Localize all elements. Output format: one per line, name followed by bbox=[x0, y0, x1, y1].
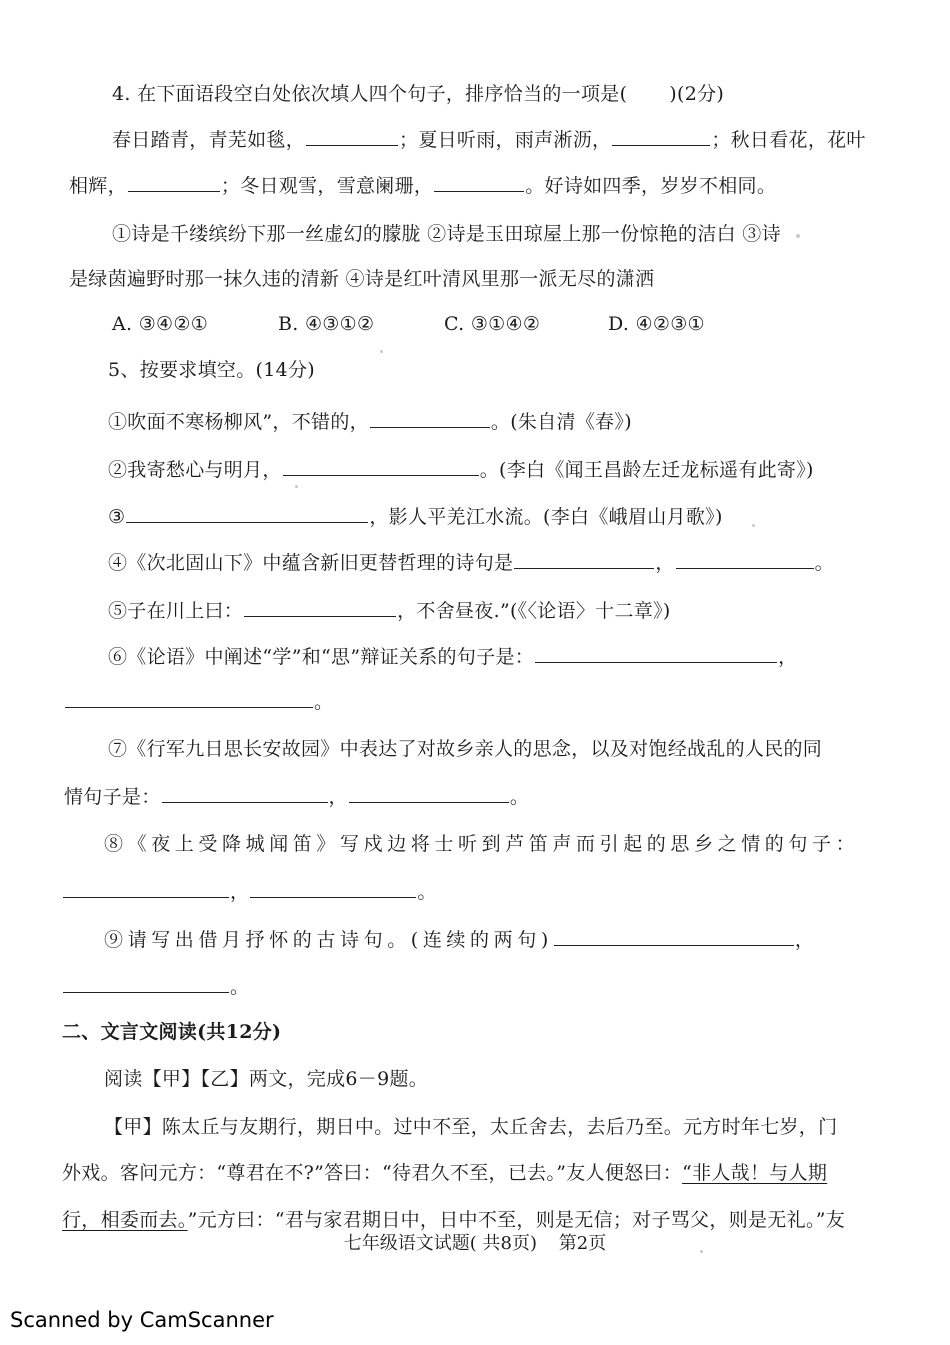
q4-option-c[interactable]: C. ③①④② bbox=[444, 313, 541, 335]
q5-item-6-line1: ⑥《论语》中阐述“学”和“思”辩证关系的句子是： ， bbox=[0, 643, 950, 669]
passage-jia-line3: 行，相委而去。”元方曰：“君与家君期日中，日中不至，则是无信；对子骂父，则是无礼。”友 bbox=[62, 1209, 846, 1231]
q5-item-8-line1: ⑧《夜上受降城闻笛》写戍边将士听到芦笛声而引起的思乡之情的句子： bbox=[104, 833, 860, 855]
q5-blank-5[interactable] bbox=[244, 597, 396, 617]
q5-blank-2[interactable] bbox=[283, 456, 479, 476]
q5-blank-4b[interactable] bbox=[676, 549, 814, 569]
q4-option-d[interactable]: D. ④②③① bbox=[608, 313, 705, 335]
passage-jia-line1: 【甲】陈太丘与友期行，期日中。过中不至，太丘舍去，去后乃至。元方时年七岁，门 bbox=[104, 1116, 838, 1138]
q4-blank-3[interactable] bbox=[128, 172, 220, 192]
scan-speck bbox=[700, 1250, 703, 1253]
q4-sentences-line2: 是绿茵遍野时那一抹久违的清新 ④诗是红叶清风里那一派无尽的潇洒 bbox=[69, 268, 655, 290]
q4-option-a[interactable]: A. ③④②① bbox=[112, 313, 209, 335]
scan-speck bbox=[380, 350, 383, 353]
footer-page-number: 第2页 bbox=[558, 1233, 607, 1254]
q5-item-1: ①吹面不寒杨柳风”，不错的， 。(朱自清《春》) bbox=[0, 408, 950, 434]
passage-jia-line2: 外戏。客问元方：“尊君在不?”答曰：“待君久不至，已去。”友人便怒曰：“非人哉！与人期 bbox=[62, 1162, 828, 1184]
q5-item-7-line1: ⑦《行军九日思长安故园》中表达了对故乡亲人的思念，以及对饱经战乱的人民的同 bbox=[108, 738, 823, 760]
q5-blank-7b[interactable] bbox=[349, 783, 509, 803]
q4-sentences-line1: ①诗是千缕缤纷下那一丝虚幻的朦胧 ②诗是玉田琼屋上那一份惊艳的洁白 ③诗 bbox=[112, 223, 781, 245]
scanner-watermark: Scanned by CamScanner bbox=[10, 1308, 274, 1332]
q4-passage-line2: 相辉， ；冬日观雪，雪意阑珊， 。好诗如四季，岁岁不相同。 bbox=[0, 172, 950, 198]
section2-title: 二、文言文阅读(共12分) bbox=[62, 1021, 282, 1043]
q4-stem: 4. 在下面语段空白处依次填人四个句子，排序恰当的一项是( )(2分) bbox=[112, 83, 725, 105]
q5-item-4: ④《次北固山下》中蕴含新旧更替哲理的诗句是 ， 。 bbox=[0, 549, 950, 575]
q5-blank-1[interactable] bbox=[370, 408, 490, 428]
q5-blank-8a[interactable] bbox=[63, 878, 229, 898]
q4-blank-1[interactable] bbox=[306, 126, 398, 146]
q5-blank-6a[interactable] bbox=[535, 643, 777, 663]
q5-blank-9a[interactable] bbox=[554, 926, 794, 946]
q5-item-7-line2: 情句子是： ， 。 bbox=[0, 783, 950, 809]
q5-blank-6b[interactable] bbox=[65, 688, 313, 708]
footer-title: 七年级语文试题( 共8页) bbox=[343, 1233, 538, 1254]
q4-blank-2[interactable] bbox=[612, 126, 710, 146]
q5-item-3: ③ ，影人平羌江水流。(李白《峨眉山月歌》) bbox=[0, 503, 950, 529]
q5-title: 5、按要求填空。(14分) bbox=[108, 359, 315, 381]
scan-speck bbox=[295, 485, 298, 488]
q4-passage-line1: 春日踏青，青芜如毯， ；夏日听雨，雨声淅沥， ；秋日看花，花叶 bbox=[0, 126, 950, 152]
page-footer bbox=[0, 1232, 950, 1256]
q5-blank-8b[interactable] bbox=[250, 878, 416, 898]
q5-blank-3[interactable] bbox=[126, 503, 368, 523]
q4-option-b[interactable]: B. ④③①② bbox=[278, 313, 375, 335]
q4-blank-4[interactable] bbox=[434, 172, 524, 192]
scan-speck bbox=[752, 524, 755, 527]
q5-blank-4a[interactable] bbox=[514, 549, 654, 569]
section2-instruction: 阅读【甲】【乙】两文，完成6－9题。 bbox=[104, 1068, 429, 1090]
scan-speck bbox=[796, 234, 800, 238]
q5-item-8-line2: ， 。 bbox=[0, 878, 950, 904]
q5-item-2: ②我寄愁心与明月， 。(李白《闻王昌龄左迁龙标遥有此寄》) bbox=[0, 456, 950, 482]
q5-item-9-line1: ⑨请写出借月抒怀的古诗句。(连续的两句) ， bbox=[0, 926, 950, 952]
underlined-quote-1: “非人哉！与人期 bbox=[682, 1162, 828, 1184]
q5-item-9-line2: 。 bbox=[0, 973, 950, 999]
underlined-quote-2: 行，相委而去。 bbox=[62, 1209, 188, 1231]
q5-blank-9b[interactable] bbox=[63, 973, 229, 993]
q5-item-5: ⑤子在川上曰： ，不舍昼夜.”(《〈论语〉十二章》) bbox=[0, 597, 950, 623]
q5-item-6-line2: 。 bbox=[0, 688, 950, 714]
q5-blank-7a[interactable] bbox=[162, 783, 328, 803]
